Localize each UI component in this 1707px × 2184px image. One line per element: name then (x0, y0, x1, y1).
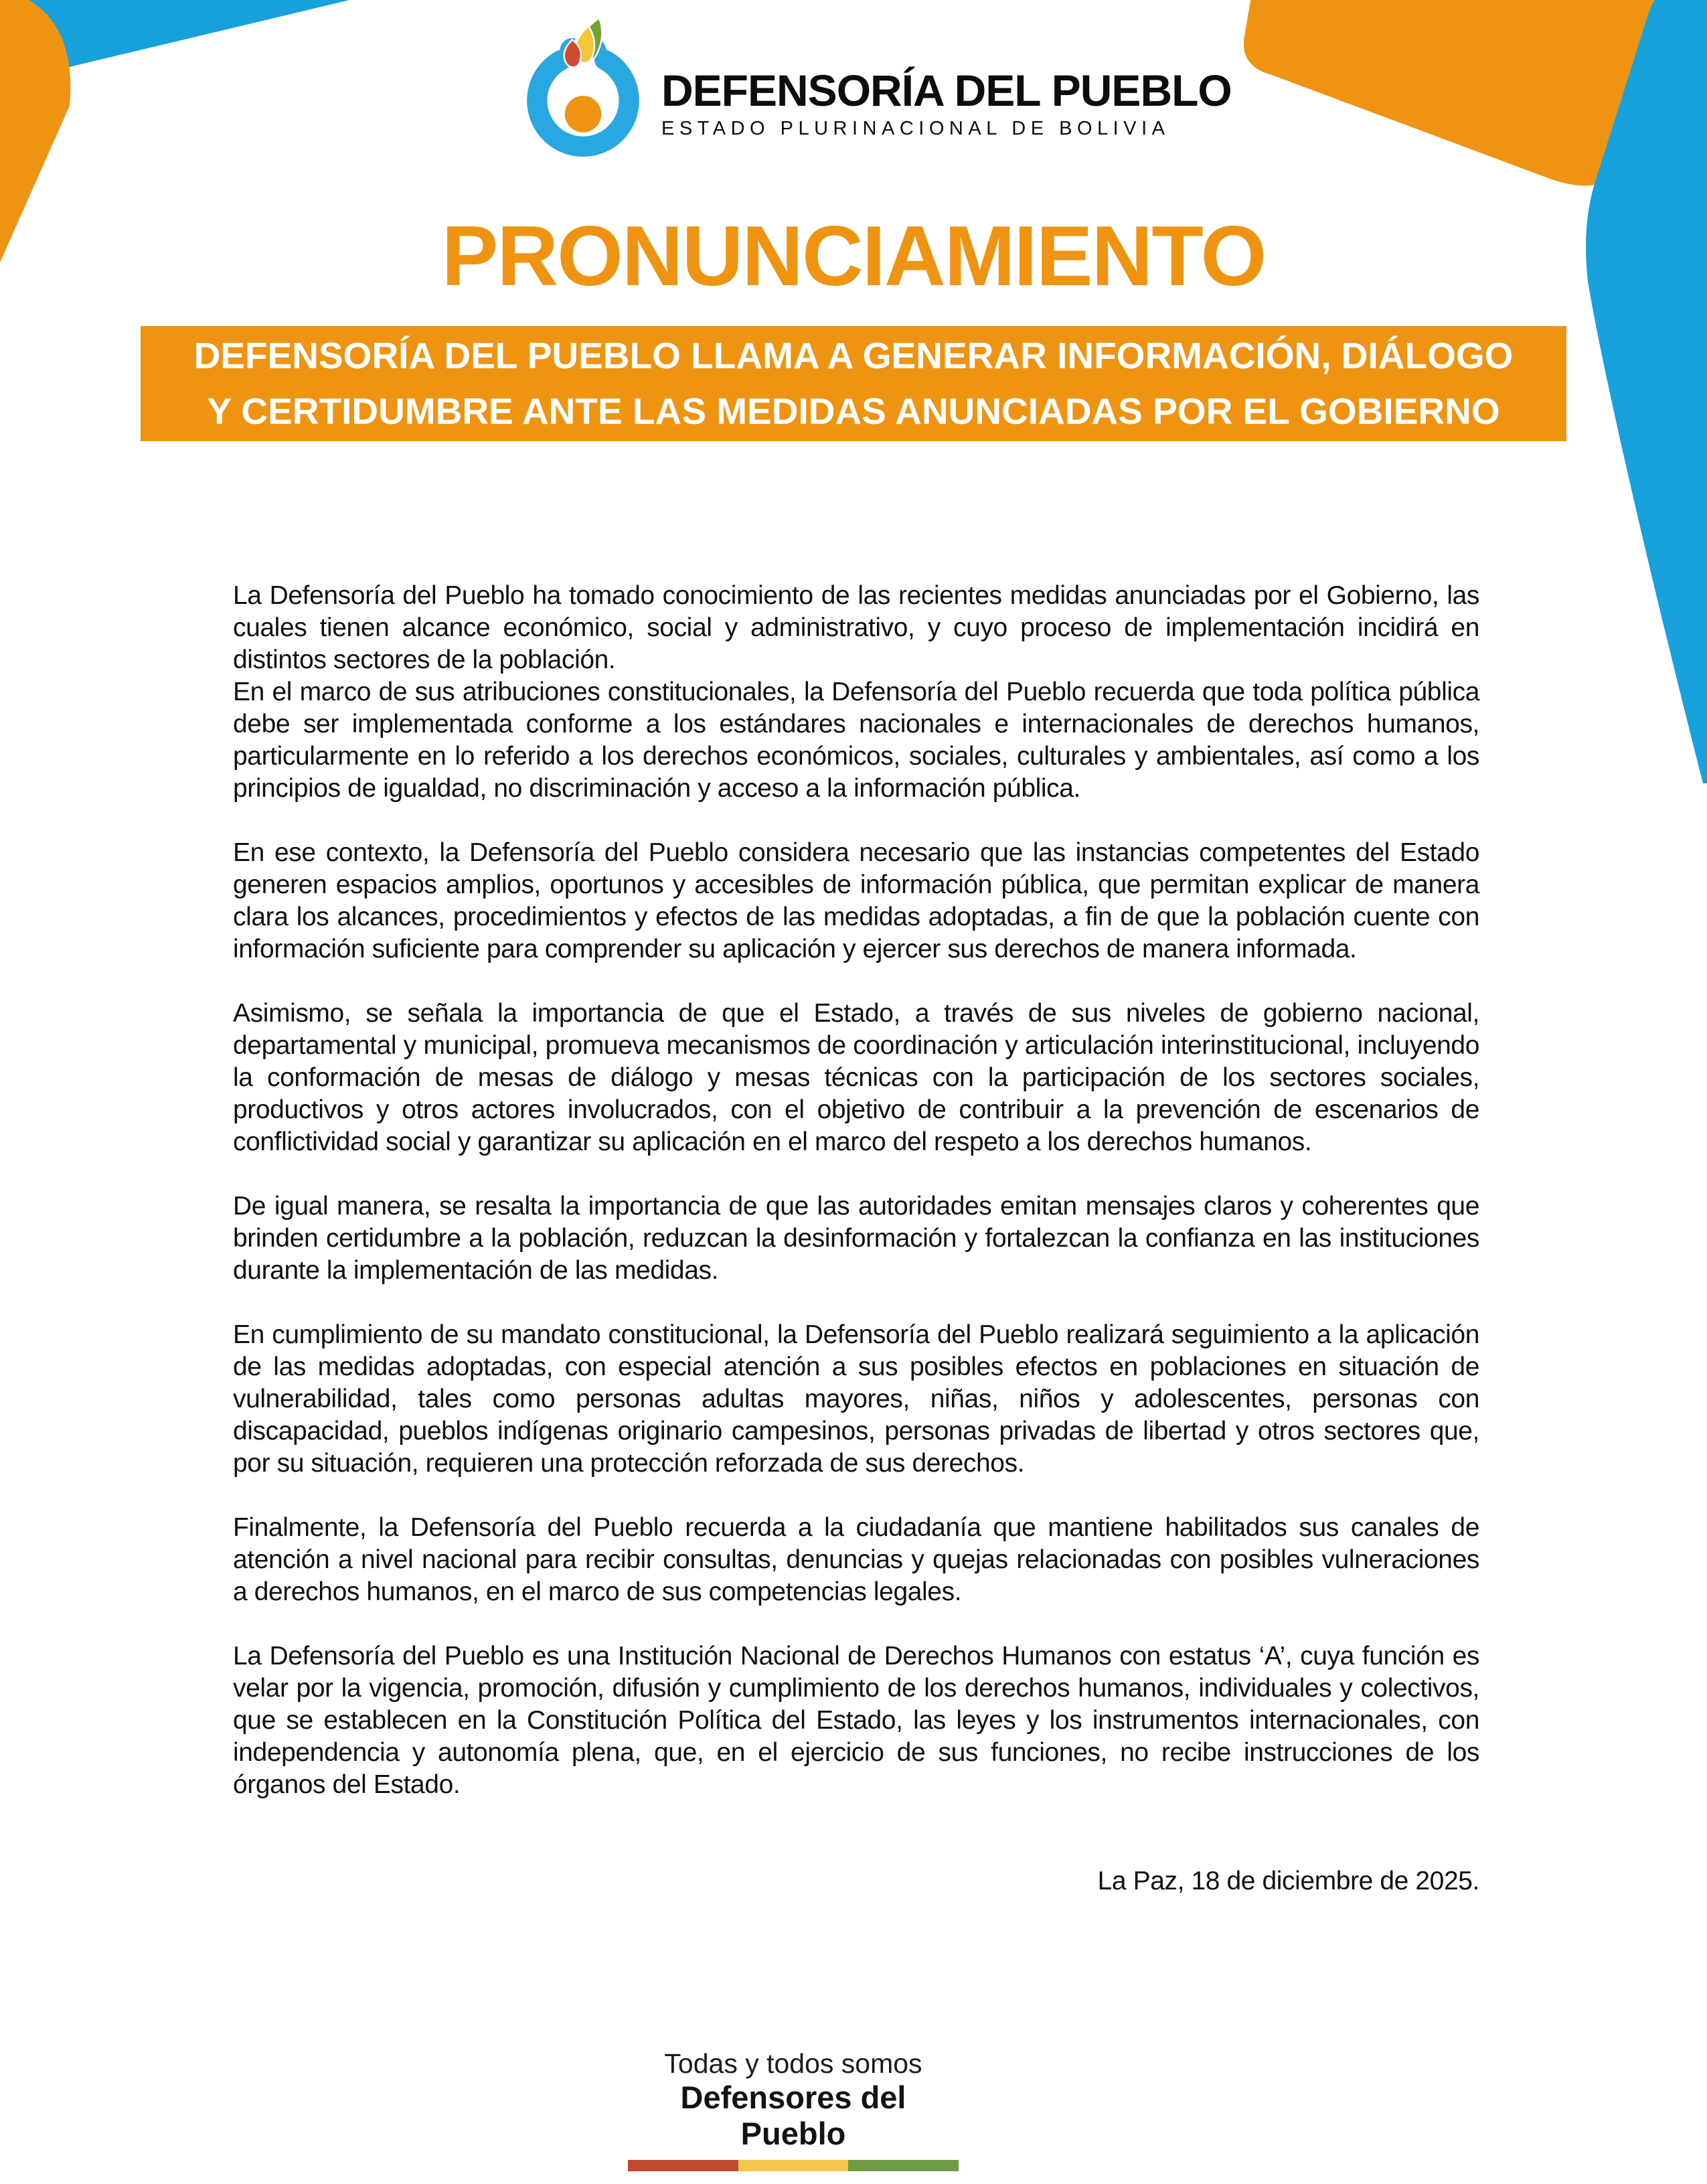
org-name: DEFENSORÍA DEL PUEBLO (661, 66, 1232, 115)
flag-stripe-green (848, 2160, 959, 2171)
paragraph-3: En ese contexto, la Defensoría del Pueblo considera necesario que las instancias competentes del Estado generen espacios amplios, oportunos y accesibles de información pública, que permitan explicar de manera clara los alcances, procedimientos y efectos de las medidas adoptadas, a fin de que la población cuente con información suficiente para comprender su aplicación y ejercer sus derechos de manera informada. (233, 838, 1479, 963)
footer (628, 2047, 959, 2171)
headline-line-2: Y CERTIDUMBRE ANTE LAS MEDIDAS ANUNCIADAS POR EL GOBIERNO (207, 390, 1500, 432)
document-body (233, 580, 1479, 1897)
bolivia-flag-stripe (628, 2160, 959, 2171)
page-title: PRONUNCIAMIENTO (441, 208, 1266, 303)
top-left-blue-ribbon-icon (10, 0, 392, 69)
paragraph-5: De igual manera, se resalta la importancia de que las autoridades emitan mensajes claros y coherentes que brinden certidumbre a la población, reduzcan la desinformación y fortalezcan la confianza en las instituciones durante la implementación de las medidas. (233, 1192, 1479, 1285)
flag-stripe-red (628, 2160, 738, 2171)
footer-tagline-bottom: Defensores del Pueblo (680, 2080, 906, 2151)
paragraph-7: Finalmente, la Defensoría del Pueblo recuerda a la ciudadanía que mantiene habilitados sus canales de atención a nivel nacional para recibir consultas, denuncias y quejas relacionadas con posibles vulneraciones a derechos humanos, en el marco de sus competencias legales. (233, 1513, 1479, 1606)
footer-tagline-top: Todas y todos somos (664, 2048, 922, 2079)
top-right-blue-ribbon-icon (1586, 0, 1707, 783)
flag-stripe-yellow (738, 2160, 849, 2171)
paragraph-1: La Defensoría del Pueblo ha tomado conocimiento de las recientes medidas anunciadas por el Gobierno, las cuales tienen alcance económico, social y administrativo, y cuyo proceso de implementación incidirá en distintos sectores de la población. (233, 581, 1479, 674)
defensoria-logo-icon (515, 17, 651, 159)
org-subtitle: ESTADO PLURINACIONAL DE BOLIVIA (661, 118, 1170, 139)
date-line: La Paz, 18 de diciembre de 2025. (1097, 1867, 1479, 1895)
headline-line-1: DEFENSORÍA DEL PUEBLO LLAMA A GENERAR INFORMACIÓN, DIÁLOGO (193, 335, 1514, 376)
top-right-orange-ribbon-icon (1244, 0, 1679, 185)
paragraph-6: En cumplimiento de su mandato constitucional, la Defensoría del Pueblo realizará seguimiento a la aplicación de las medidas adoptadas, con especial atención a sus posibles efectos en poblaciones en situación de vulnerabilidad, tales como personas adultas mayores, niñas, niños y adolescentes, personas con discapacidad, pueblos indígenas originario campesinos, personas privadas de libertad y otros sectores que, por su situación, requieren una protección reforzada de sus derechos. (233, 1320, 1479, 1478)
paragraph-8: La Defensoría del Pueblo es una Institución Nacional de Derechos Humanos con estatus ‘A’, cuya función es velar por la vigencia, promoción, difusión y cumplimiento de los derechos humanos, individuales y colectivos, que se establecen en la Constitución Política del Estado, las leyes y los instrumentos internacionales, con independencia y autonomía plena, que, en el ejercicio de sus funciones, no recibe instrucciones de los órganos del Estado. (233, 1642, 1479, 1799)
headline-banner (141, 326, 1566, 441)
logo-header (515, 17, 1232, 161)
paragraph-4: Asimismo, se señala la importancia de que el Estado, a través de sus niveles de gobierno nacional, departamental y municipal, promueva mecanismos de coordinación y articulación interinstitucional, incluyendo la conformación de mesas de diálogo y mesas técnicas con la participación de los sectores sociales, productivos y otros actores involucrados, con el objetivo de contribuir a la prevención de escenarios de conflictividad social y garantizar su aplicación en el marco del respeto a los derechos humanos. (233, 999, 1479, 1156)
paragraph-2: En el marco de sus atribuciones constitucionales, la Defensoría del Pueblo recuerda que toda política pública debe ser implementada conforme a los estándares nacionales e internacionales de derechos humanos, particularmente en lo referido a los derechos económicos, sociales, culturales y ambientales, así como a los principios de igualdad, no discriminación y acceso a la información pública. (233, 678, 1479, 803)
logo-text-block (661, 68, 1232, 139)
